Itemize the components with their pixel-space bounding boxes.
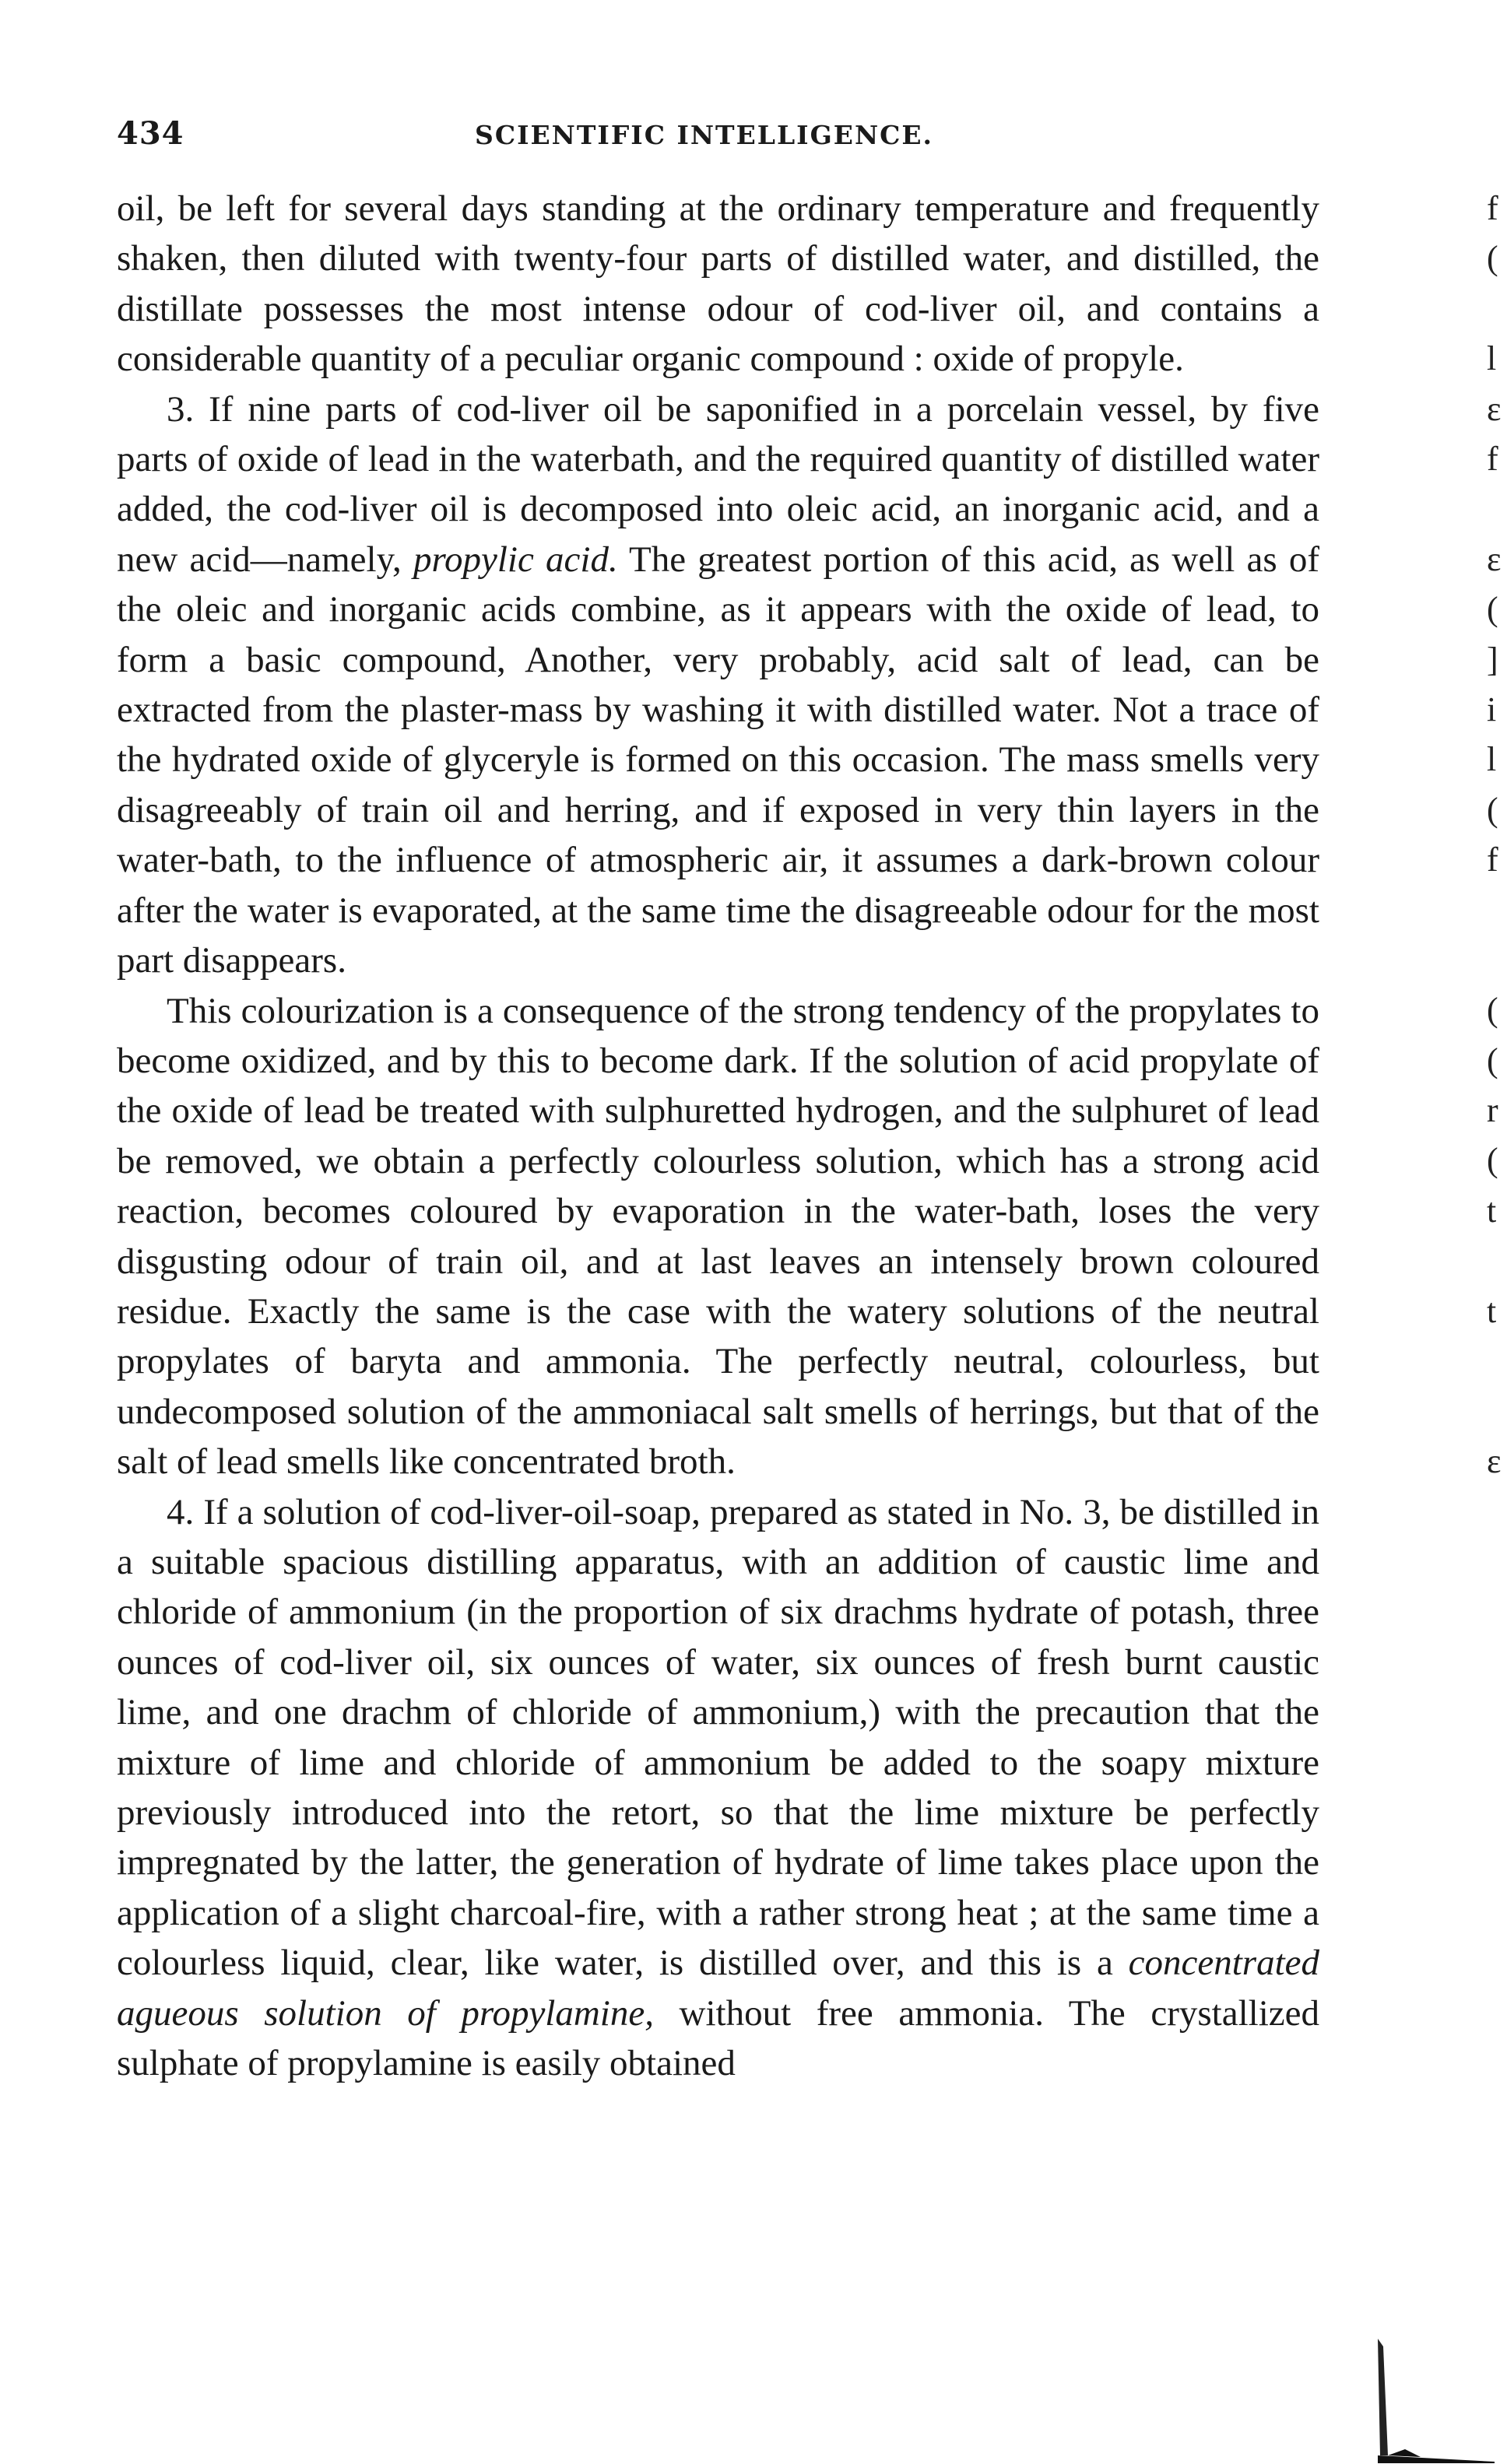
paragraph <box>117 1487 1319 2089</box>
edge-glyph <box>1487 484 1507 534</box>
edge-glyph: t <box>1487 1191 1497 1230</box>
edge-glyph <box>1487 935 1507 985</box>
edge-glyph: f <box>1487 439 1498 478</box>
edge-glyph: ] <box>1487 640 1498 679</box>
edge-glyph: ( <box>1487 239 1498 278</box>
edge-glyph: f <box>1487 841 1498 879</box>
page-header <box>117 115 1319 162</box>
paragraph <box>117 384 1319 986</box>
edge-glyph: ε <box>1487 389 1502 428</box>
body-text <box>117 184 1319 2088</box>
italic-text: concentrated agueous solution of propylamine, <box>117 1943 1319 2034</box>
page-corner-shadow <box>1374 2323 1498 2463</box>
text-run: This colourization is a consequence of the strong tendency of the propylates to become oxidized, and by this to become dark. If the solution of acid propylate of the oxide of lead be treated with sulphuretted hydrogen, and the sulphuret of lead be removed, we obtain a perfectly colourless solution, which has a strong acid reaction, becomes coloured by evaporation in the water-bath, loses the very disgusting odour of train oil, and at last leaves an intensely brown coloured residue. Exactly the same is the case with the watery solutions of the neutral propylates of baryta and ammonia. The perfectly neutral, colourless, but undecomposed solution of the ammoniacal salt smells of herrings, but that of the salt of lead smells like concentrated broth. <box>117 990 1319 1483</box>
edge-glyph <box>1487 1336 1507 1386</box>
edge-glyph <box>1487 885 1507 935</box>
edge-glyph: ( <box>1487 1041 1498 1079</box>
facing-page-edge <box>1487 184 1507 2285</box>
text-run: The greatest portion of this acid, as well as of the oleic and inorganic acids combine, as it appears with the oxide of lead, to form a basic compound, Another, very probably, acid salt of lead, can be extracted from the plaster-mass by washing it with distilled water. Not a trace of the hydrated oxide of glyceryle is formed on this occasion. The mass smells very disagreeably of train oil and herring, and if exposed in very thin layers in the water-bath, to the influence of atmospheric air, it assumes a dark-brown colour after the water is evaporated, at the same time the disagreeable odour for the most part disappears. <box>117 539 1320 981</box>
edge-glyph <box>1487 284 1507 334</box>
edge-glyph: ε <box>1487 539 1502 578</box>
edge-glyph: ( <box>1487 991 1498 1030</box>
text-run: without free ammonia. The crystallized sulphate of propylamine is easily obtained <box>117 1992 1319 2084</box>
edge-glyph: t <box>1487 1291 1497 1330</box>
page-number: 434 <box>117 115 184 152</box>
edge-glyph: l <box>1487 339 1497 378</box>
edge-glyph: i <box>1487 690 1497 728</box>
edge-glyph: ( <box>1487 1141 1498 1180</box>
running-head: SCIENTIFIC INTELLIGENCE. <box>475 120 934 150</box>
italic-text: propylic acid. <box>413 539 618 580</box>
edge-glyph: l <box>1487 740 1497 779</box>
text-run: oil, be left for several days standing at the ordinary temperature and frequently shaken, then diluted with twenty-four parts of distilled water, and distilled, the distillate possesses the most intense odour of cod-liver oil, and contains a considerable quantity of a peculiar organic compound : oxide of propyle. <box>117 188 1319 380</box>
edge-glyph: ( <box>1487 790 1498 829</box>
edge-glyph <box>1487 1386 1507 1436</box>
edge-glyph: ε <box>1487 1441 1502 1480</box>
paragraph <box>117 184 1319 384</box>
paragraph <box>117 986 1319 1487</box>
edge-glyph: ( <box>1487 590 1498 629</box>
text-run: 4. If a solution of cod-liver-oil-soap, prepared as stated in No. 3, be distilled in a suitable spacious distilling apparatus, with an addition of caustic lime and chloride of ammonium (in the proportion of six drachms hydrate of potash, three ounces of cod-liver oil, six ounces of water, six ounces of fresh burnt caustic lime, and one drachm of chloride of ammonium,) with the precaution that the mixture of lime and chloride of ammonium be added to the soapy mixture previously introduced into the retort, so that the lime mixture be perfectly impregnated by the latter, the generation of hydrate of lime takes place upon the application of a slight charcoal-fire, with a rather strong heat ; at the same time a colourless liquid, clear, like water, is distilled over, and this is a <box>117 1491 1319 1984</box>
text-run: 3. If nine parts of cod-liver oil be saponified in a porcelain vessel, by five parts of oxide of lead in the waterbath, and the required quantity of distilled water added, the cod-liver oil is decomposed into oleic acid, an inorganic acid, and a new acid—namely, <box>117 388 1319 580</box>
edge-glyph <box>1487 1236 1507 1286</box>
edge-glyph: f <box>1487 189 1498 227</box>
edge-glyph: r <box>1487 1091 1498 1130</box>
